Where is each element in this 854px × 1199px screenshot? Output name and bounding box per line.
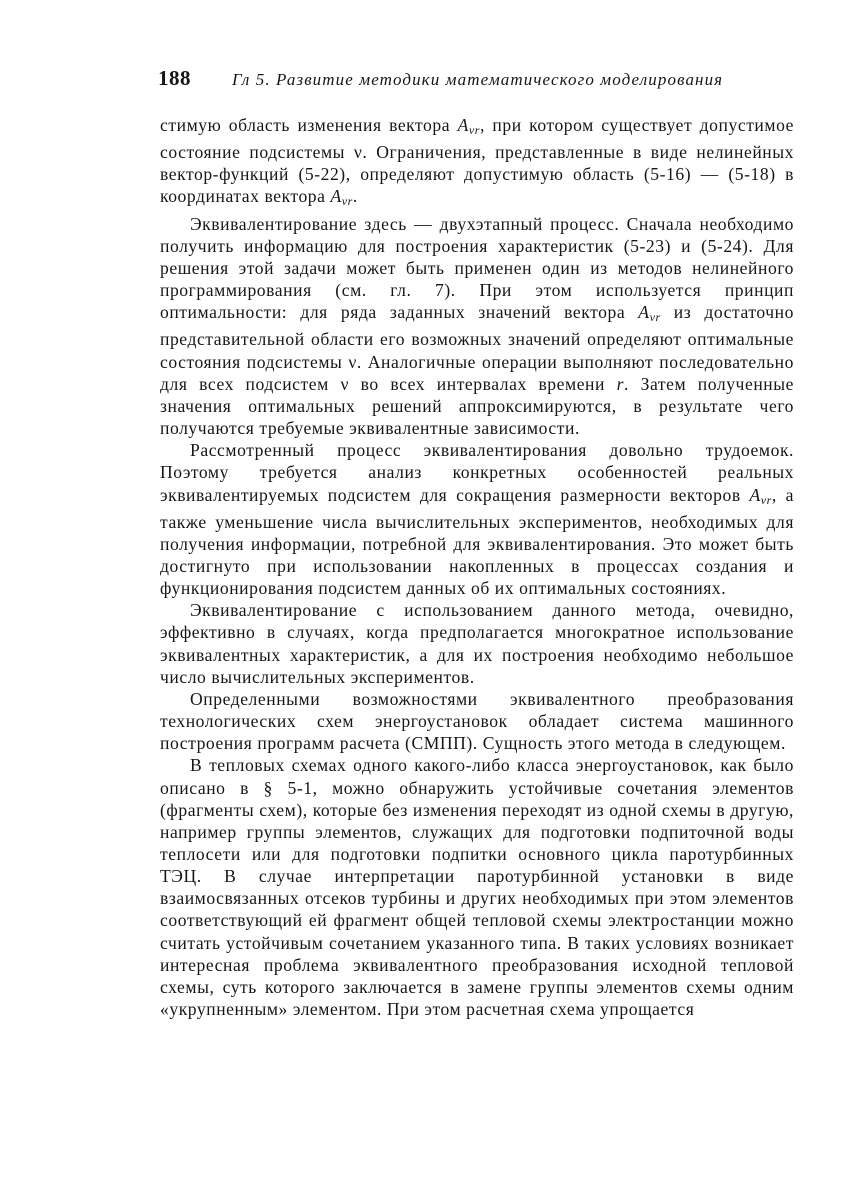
- text-run: .: [352, 186, 358, 207]
- text-run: , а также уменьшение числа вычислительных экспериментов, необходимых для получения информации, потребной для эквивалентирования. Это может быть достигнуто при использовании накопленных в процессах создания и функционирования подсистем данных об их оптимальных состояниях.: [160, 484, 794, 599]
- text-run: , при котором существует допустимое состояние подсистемы ν. Ограничения, представленные в виде нелинейных вектор-функций (5-22), определяют допустимую область (5-16) — (5-18) в координатах вектора: [160, 115, 794, 207]
- math-subscript: vr: [760, 492, 772, 507]
- paragraph: [160, 114, 794, 213]
- page-number: 188: [158, 66, 191, 90]
- paragraph: [160, 688, 794, 754]
- text-run: из достаточно представительной области его возможных значений определяют оптимальные состояния подсистемы ν. Аналогичные операции выполняют последовательно для всех подсистем ν во всех интервалах времени: [160, 302, 794, 394]
- math-variable: A: [457, 115, 469, 135]
- text-run: Определенными возможностями эквивалентного преобразования технологических схем энергоустановок обладает система машинного построения программ расчета (СМПП). Сущность этого метода в следующем.: [160, 688, 794, 754]
- math-variable: A: [749, 484, 761, 505]
- text-run: Эквивалентирование с использованием данного метода, очевидно, эффективно в случаях, когда предполагается многократное использование эквивалентных характеристик, а для их построения необходимо небольшое число вычислительных экспериментов.: [160, 600, 794, 687]
- paragraph: [160, 754, 794, 1020]
- math-variable: A: [638, 302, 650, 323]
- text-run: Рассмотренный процесс эквивалентирования довольно трудоемок. Поэтому требуется анализ конкретных особенностей реальных эквивалентируемых подсистем для сокращения размерности векторов: [160, 440, 794, 505]
- body-text: [160, 114, 794, 1020]
- paragraph: [160, 439, 794, 599]
- math-subscript: vr: [468, 123, 480, 137]
- paragraph: [160, 213, 794, 440]
- running-head: [158, 66, 798, 96]
- math-variable: r: [616, 373, 625, 394]
- math-subscript: vr: [649, 310, 661, 325]
- math-variable: A: [330, 186, 342, 207]
- paragraph: [160, 599, 794, 688]
- text-run: В тепловых схемах одного какого-либо класса энергоустановок, как было описано в § 5-1, можно обнаружить устойчивые сочетания элементов (фрагменты схем), которые без изменения переходят из одной схемы в другую, например группы элементов, служащих для подготовки подпиточной воды теплосети или для подготовки подпитки основного цикла паротурбинных ТЭЦ. В случае интерпретации паротурбинной установки в виде взаимосвязанных отсеков турбины и других необходимых при этом элементов соответствующий ей фрагмент общей тепловой схемы электростанции можно считать устойчивым сочетанием указанного типа. В таких условиях возникает интересная проблема эквивалентного преобразования исходной тепловой схемы, суть которого заключается в замене группы элементов схемы одним «укрупненным» элементом. При этом расчетная схема упрощается: [160, 755, 794, 1020]
- chapter-title: Гл 5. Развитие методики математического моделирования: [232, 70, 724, 89]
- text-run: стимую область изменения вектора: [160, 115, 458, 135]
- text-run: Эквивалентирование здесь — двухэтапный процесс. Сначала необходимо получить информацию для построения характеристик (5-23) и (5-24). Для решения этой задачи может быть применен один из методов нелинейного программирования (см. гл. 7). При этом используется принцип оптимальности: для ряда заданных значений вектора: [160, 213, 794, 323]
- math-subscript: vr: [341, 194, 353, 209]
- text-run: . Затем полученные значения оптимальных решений аппроксимируются, в результате чего получаются требуемые эквивалентные зависимости.: [160, 373, 794, 439]
